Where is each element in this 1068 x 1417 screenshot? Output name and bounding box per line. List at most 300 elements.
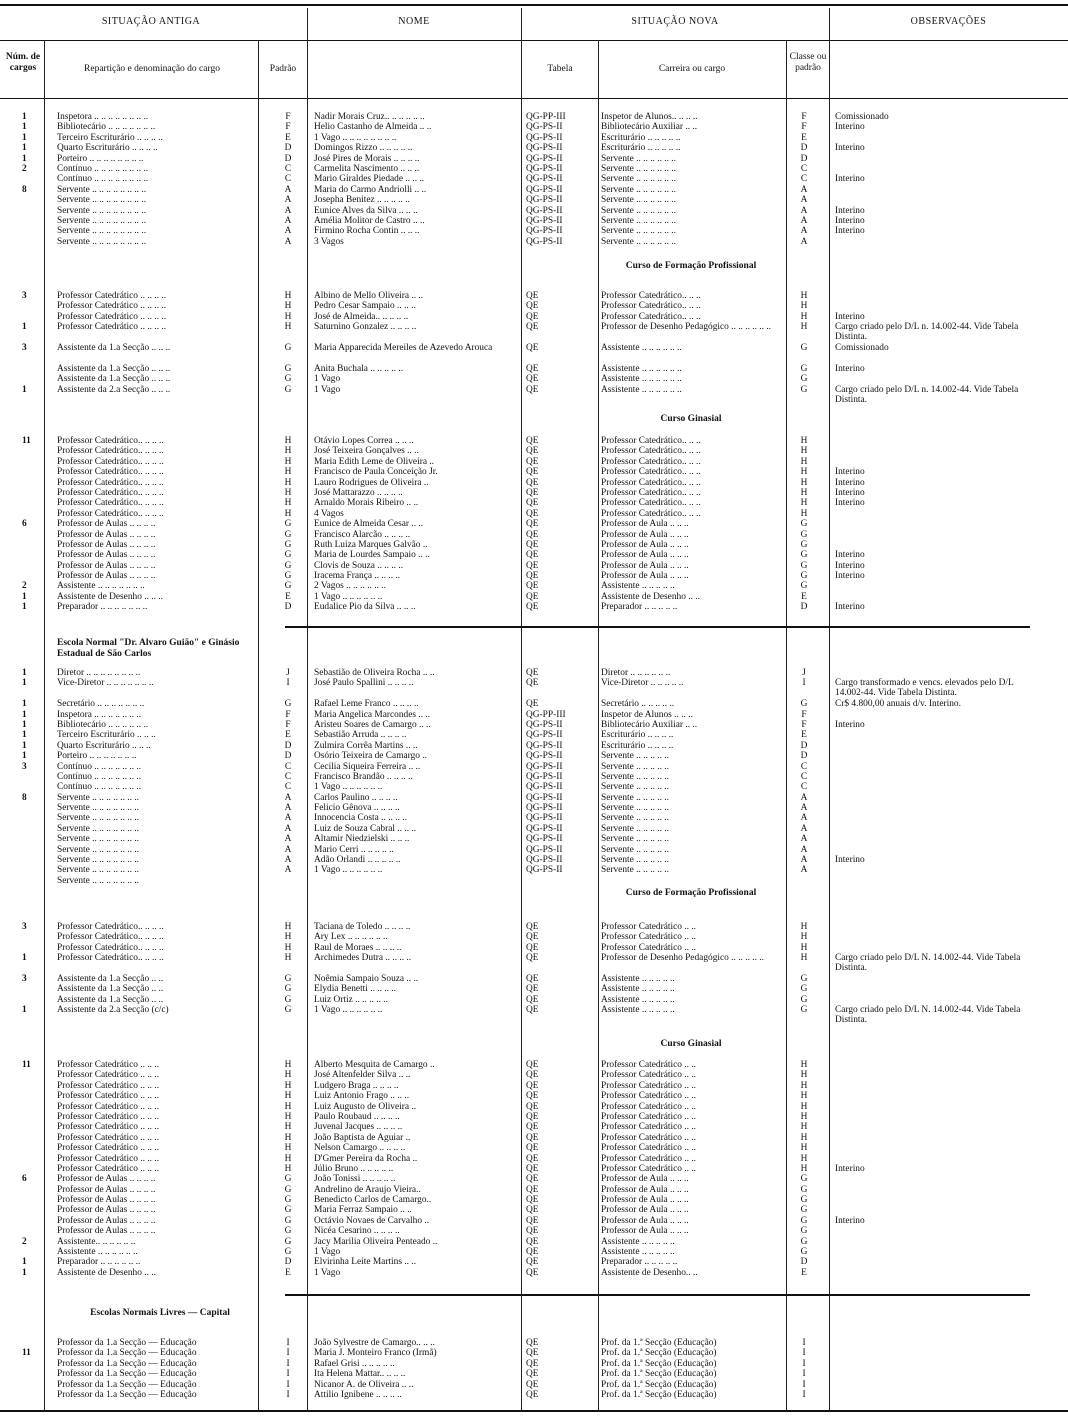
row-table: QE bbox=[526, 539, 539, 550]
row-new-post: Assistente .. .. .. .. .. bbox=[601, 1005, 675, 1016]
row-old-grade: C bbox=[284, 771, 292, 782]
row-new-post: Diretor .. .. .. .. .. .. bbox=[601, 668, 671, 678]
row-observation: Cargo criado pelo D/L N. 14.002-44. Vide Tabela Distinta. bbox=[835, 953, 1021, 974]
row-old-grade: G bbox=[284, 539, 292, 550]
row-count: 3 bbox=[22, 973, 27, 984]
row-name: José Pires de Morais .. .. .. .. bbox=[314, 153, 420, 164]
row-new-post: Professor Catedrático .. .. bbox=[601, 1101, 697, 1112]
row-old-post: Servente .. .. .. .. .. .. .. bbox=[57, 855, 140, 866]
table-row bbox=[0, 1205, 1068, 1215]
row-count: 1 bbox=[22, 678, 27, 689]
table-row bbox=[0, 322, 1068, 343]
table-row bbox=[0, 845, 1068, 855]
row-count: 3 bbox=[22, 761, 27, 772]
row-observation: Interino bbox=[835, 122, 865, 133]
row-new-class: H bbox=[800, 1070, 808, 1081]
row-new-post: Professor de Aula .. .. .. bbox=[601, 560, 689, 571]
row-old-grade: G bbox=[284, 1215, 292, 1226]
row-old-post: Professor Catedrático.. .. .. .. bbox=[57, 942, 164, 953]
row-new-class: C bbox=[800, 782, 808, 793]
row-count: 1 bbox=[22, 384, 27, 395]
row-name: 3 Vagos bbox=[314, 236, 344, 247]
row-old-post: Servente .. .. .. .. .. .. .. bbox=[57, 823, 140, 834]
row-table: QG-PS-II bbox=[526, 782, 563, 793]
row-table: QE bbox=[526, 291, 539, 301]
table-row bbox=[0, 561, 1068, 571]
row-new-post: Prof. da 1.ª Secção (Educação) bbox=[601, 1338, 717, 1348]
table-row bbox=[0, 699, 1068, 709]
row-table: QE bbox=[526, 1060, 539, 1070]
row-new-post: Professor Catedrático .. .. bbox=[601, 1143, 697, 1154]
row-new-post: Professor Catedrático.. .. .. bbox=[601, 291, 701, 301]
row-old-post: Professor Catedrático.. .. .. .. bbox=[57, 498, 164, 509]
row-old-post: Professor de Aulas .. .. .. .. bbox=[57, 519, 156, 530]
row-count: 1 bbox=[22, 1257, 27, 1268]
table-row bbox=[0, 174, 1068, 184]
row-old-post: Assistente da 2.a Secção .. .. .. bbox=[57, 384, 171, 395]
row-old-grade: H bbox=[284, 1132, 292, 1143]
row-new-class: H bbox=[800, 446, 808, 457]
row-new-class: H bbox=[800, 1111, 808, 1122]
row-old-post: Professor da 1.a Secção — Educação bbox=[57, 1348, 197, 1359]
table-row bbox=[0, 226, 1068, 236]
row-name: Maria de Lourdes Sampaio .. .. bbox=[314, 550, 430, 561]
row-new-class: E bbox=[801, 730, 807, 741]
row-observation: Cargo criado pelo D/L N. 14.002-44. Vide Tabela Distinta. bbox=[835, 1005, 1021, 1026]
row-old-grade: G bbox=[284, 1195, 292, 1206]
row-table: QE bbox=[526, 529, 539, 540]
bottom-rule bbox=[0, 1410, 1068, 1412]
row-table: QE bbox=[526, 1348, 539, 1359]
row-table: QG-PS-II bbox=[526, 823, 563, 834]
table-row bbox=[0, 1359, 1068, 1369]
row-new-class: G bbox=[800, 1226, 808, 1237]
block-ginasial-1 bbox=[0, 436, 1068, 613]
row-count: 1 bbox=[22, 730, 27, 741]
header-num-cargos: Núm. de cargos bbox=[5, 52, 41, 73]
row-new-post: Assistente .. .. .. .. .. bbox=[601, 1236, 675, 1247]
row-table: QG-PS-II bbox=[526, 855, 563, 866]
row-table: QE bbox=[526, 1205, 539, 1216]
row-new-post: Professor de Aula .. .. .. bbox=[601, 1205, 689, 1216]
row-new-post: Professor Catedrático .. .. bbox=[601, 1153, 697, 1164]
row-old-post: Contínuo .. .. .. .. .. .. .. bbox=[57, 782, 142, 793]
row-old-grade: H bbox=[284, 487, 292, 498]
row-old-post: Quarto Escriturário .. .. .. bbox=[57, 740, 151, 751]
table-row bbox=[0, 1380, 1068, 1390]
row-table: QE bbox=[526, 446, 539, 457]
row-name: Innocencia Costa .. .. .. .. bbox=[314, 813, 407, 824]
row-name: Luiz de Souza Cabral .. .. .. bbox=[314, 823, 417, 834]
row-name: 1 Vago .. .. .. .. .. .. bbox=[314, 591, 383, 602]
row-old-grade: A bbox=[284, 865, 292, 876]
row-old-grade: E bbox=[285, 730, 291, 741]
row-old-grade: A bbox=[284, 834, 292, 845]
row-name: D'Gmer Pereira da Rocha .. bbox=[314, 1153, 418, 1164]
row-name: Lauro Rodrigues de Oliveira .. bbox=[314, 477, 429, 488]
row-new-class: I bbox=[802, 1338, 806, 1348]
row-name: José Altenfelder Silva .. .. bbox=[314, 1070, 411, 1081]
table-row bbox=[0, 457, 1068, 467]
table-row bbox=[0, 762, 1068, 772]
header-nome: NOME bbox=[398, 16, 430, 27]
row-name: Nelson Camargo .. .. .. .. bbox=[314, 1143, 406, 1154]
row-old-post: Professor Catedrático.. .. .. .. bbox=[57, 932, 164, 943]
row-new-post: Professor Catedrático.. .. .. bbox=[601, 498, 701, 509]
school-title-text: Escola Normal "Dr. Alvaro Guião" e Ginásio Estadual de São Carlos bbox=[57, 638, 240, 659]
row-old-post: Professor Catedrático.. .. .. .. bbox=[57, 477, 164, 488]
row-old-post: Assistente da 1.a Secção .. .. .. bbox=[57, 374, 171, 385]
table-row bbox=[0, 509, 1068, 519]
row-name: Carlos Paulino .. .. .. .. bbox=[314, 792, 398, 803]
table-row bbox=[0, 751, 1068, 761]
row-table: QE bbox=[526, 487, 539, 498]
row-name: Arnaldo Morais Ribeiro .. .. bbox=[314, 498, 419, 509]
row-name: 1 Vago bbox=[314, 384, 341, 395]
table-row bbox=[0, 876, 1068, 886]
row-new-post: Assistente .. .. .. .. .. .. bbox=[601, 384, 682, 395]
row-new-class: G bbox=[800, 550, 808, 561]
row-observation: Interino bbox=[835, 1215, 865, 1226]
table-row bbox=[0, 1268, 1068, 1278]
block-formacao-1 bbox=[0, 291, 1068, 405]
block-staff-2 bbox=[0, 668, 1068, 886]
row-count: 1 bbox=[22, 591, 27, 602]
row-old-post: Assistente da 1.a Secção .. .. .. bbox=[57, 342, 171, 353]
row-table: QE bbox=[526, 467, 539, 478]
row-name: Carmelita Nascimento .. .. .. bbox=[314, 163, 420, 174]
row-name: Nicanor A. de Oliveira .. .. bbox=[314, 1379, 414, 1390]
row-name: 4 Vagos bbox=[314, 508, 344, 519]
row-name: Ludgero Braga .. .. .. .. bbox=[314, 1080, 399, 1091]
row-old-grade: G bbox=[284, 1247, 292, 1258]
row-old-grade: D bbox=[284, 1257, 292, 1268]
table-row bbox=[0, 122, 1068, 132]
section-separator bbox=[285, 626, 1030, 628]
row-observation: Interino bbox=[835, 226, 865, 237]
row-new-class: G bbox=[800, 1236, 808, 1247]
row-old-grade: H bbox=[284, 477, 292, 488]
row-old-grade: G bbox=[284, 384, 292, 395]
row-old-post: Bibliotecário .. .. .. .. .. .. bbox=[57, 719, 149, 730]
row-name: Felicio Gênova .. .. .. .. bbox=[314, 803, 400, 814]
row-old-grade: A bbox=[284, 184, 292, 195]
row-count: 11 bbox=[22, 1060, 31, 1070]
row-new-post: Preparador .. .. .. .. .. bbox=[601, 1257, 678, 1268]
row-new-post: Professor de Aula .. .. .. bbox=[601, 571, 689, 582]
row-old-post: Professor da 1.a Secção — Educação bbox=[57, 1358, 197, 1369]
row-old-grade: G bbox=[284, 342, 292, 353]
header-reparticao: Repartição e denominação do cargo bbox=[84, 64, 220, 74]
row-table: QE bbox=[526, 973, 539, 984]
row-new-post: Professor Catedrático.. .. .. bbox=[601, 477, 701, 488]
row-new-class: I bbox=[802, 678, 806, 689]
row-table: QG-PS-II bbox=[526, 226, 563, 237]
row-observation: Cargo criado pelo D/L n. 14.002-44. Vide Tabela Distinta. bbox=[835, 384, 1019, 405]
row-observation: Interino bbox=[835, 477, 865, 488]
row-old-grade: G bbox=[284, 529, 292, 540]
row-name: Octávio Novaes de Carvalho .. bbox=[314, 1215, 430, 1226]
row-count: 1 bbox=[22, 122, 27, 133]
row-count: 1 bbox=[22, 709, 27, 720]
row-table: QE bbox=[526, 922, 539, 932]
table-row bbox=[0, 995, 1068, 1005]
row-table: QG-PS-II bbox=[526, 719, 563, 730]
table-row bbox=[0, 550, 1068, 560]
row-old-post: Assistente .. .. .. .. .. .. bbox=[57, 1247, 138, 1258]
row-old-post: Professor de Aulas .. .. .. .. bbox=[57, 560, 156, 571]
row-name: 1 Vago bbox=[314, 1247, 341, 1258]
row-new-post: Professor de Aula .. .. .. bbox=[601, 1184, 689, 1195]
row-new-class: D bbox=[800, 602, 808, 613]
row-name: Sebastião Arruda .. .. .. .. bbox=[314, 730, 407, 741]
row-new-class: G bbox=[800, 1184, 808, 1195]
row-old-grade: I bbox=[286, 678, 290, 689]
row-new-class: C bbox=[800, 771, 808, 782]
row-old-grade: G bbox=[284, 374, 292, 385]
row-table: QE bbox=[526, 591, 539, 602]
row-old-post: Contínuo .. .. .. .. .. .. .. bbox=[57, 771, 142, 782]
table-row bbox=[0, 720, 1068, 730]
table-row bbox=[0, 1338, 1068, 1348]
row-new-class: H bbox=[800, 456, 808, 467]
row-old-post: Assistente .. .. .. .. .. .. .. bbox=[57, 581, 145, 592]
block-staff-1 bbox=[0, 112, 1068, 247]
row-old-grade: G bbox=[284, 560, 292, 571]
row-new-post: Professor Catedrático.. .. .. bbox=[601, 467, 701, 478]
row-new-class: G bbox=[800, 384, 808, 395]
row-name: 2 Vagos .. .. .. .. .. .. bbox=[314, 581, 386, 592]
row-table: QE bbox=[526, 581, 539, 592]
row-old-post: Servente .. .. .. .. .. .. .. .. bbox=[57, 184, 147, 195]
row-table: QG-PS-II bbox=[526, 834, 563, 845]
row-old-post: Professor da 1.a Secção — Educação bbox=[57, 1338, 197, 1348]
section-title-text: Curso Ginasial bbox=[660, 414, 722, 424]
row-new-post: Professor Catedrático .. .. bbox=[601, 1070, 697, 1081]
row-new-post: Escriturário .. .. .. .. bbox=[601, 740, 674, 751]
row-old-post: Preparador .. .. .. .. .. .. bbox=[57, 1257, 141, 1268]
row-name: Altamir Niedzielski .. .. .. bbox=[314, 834, 410, 845]
row-table: QE bbox=[526, 1132, 539, 1143]
row-old-grade: H bbox=[284, 1153, 292, 1164]
row-old-post: Professor de Aulas .. .. .. .. bbox=[57, 550, 156, 561]
row-count: 1 bbox=[22, 1005, 27, 1016]
table-row bbox=[0, 741, 1068, 751]
row-old-grade: E bbox=[285, 591, 291, 602]
row-old-post: Professor de Aulas .. .. .. .. bbox=[57, 1195, 156, 1206]
row-new-class: A bbox=[800, 792, 808, 803]
row-old-grade: H bbox=[284, 942, 292, 953]
row-name: Francisco Brandão .. .. .. .. bbox=[314, 771, 413, 782]
row-new-post: Assistente .. .. .. .. .. bbox=[601, 994, 675, 1005]
row-old-post: Assistente da 1.a Secção .. .. bbox=[57, 973, 164, 984]
row-new-post: Escriturário .. .. .. .. .. bbox=[601, 143, 681, 154]
row-new-class: I bbox=[802, 1358, 806, 1369]
row-new-post: Professor Catedrático.. .. .. bbox=[601, 508, 701, 519]
row-name: Eunice Alves da Silva .. .. .. bbox=[314, 205, 418, 216]
row-observation: Cargo transformado e vencs. elevados pelo D/L 14.002-44. Vide Tabela Distinta. bbox=[835, 678, 1014, 699]
table-row bbox=[0, 943, 1068, 953]
table-row bbox=[0, 581, 1068, 591]
row-name: Ita Helena Mattar.. .. .. .. bbox=[314, 1369, 406, 1380]
row-old-post: Professor Catedrático.. .. .. .. bbox=[57, 953, 164, 964]
row-old-post: Professor de Aulas .. .. .. .. bbox=[57, 1215, 156, 1226]
row-new-class: A bbox=[800, 184, 808, 195]
row-table: QE bbox=[526, 342, 539, 353]
table-row bbox=[0, 519, 1068, 529]
row-old-grade: H bbox=[284, 498, 292, 509]
row-table: QE bbox=[526, 456, 539, 467]
row-name: 1 Vago .. .. .. .. .. .. bbox=[314, 865, 383, 876]
row-old-grade: F bbox=[285, 112, 291, 122]
row-name: João Baptista de Aguiar .. bbox=[314, 1132, 411, 1143]
row-table: QE bbox=[526, 436, 539, 446]
row-old-grade: C bbox=[284, 163, 292, 174]
row-old-grade: A bbox=[284, 803, 292, 814]
row-new-class: A bbox=[800, 823, 808, 834]
row-table: QG-PS-II bbox=[526, 730, 563, 741]
row-old-post: Professor de Aulas .. .. .. .. bbox=[57, 1226, 156, 1237]
row-old-post: Professor da 1.a Secção — Educação bbox=[57, 1389, 197, 1400]
row-new-class: H bbox=[800, 953, 808, 964]
row-table: QE bbox=[526, 1389, 539, 1400]
row-new-class: C bbox=[800, 174, 808, 185]
row-new-class: H bbox=[800, 498, 808, 509]
row-new-post: Servente .. .. .. .. .. .. bbox=[601, 174, 676, 185]
row-new-post: Assistente de Desenho.. .. bbox=[601, 1267, 698, 1278]
table-row bbox=[0, 730, 1068, 740]
row-table: QE bbox=[526, 1143, 539, 1154]
row-old-post: Professor Catedrático .. .. .. .. bbox=[57, 291, 167, 301]
row-table: QE bbox=[526, 602, 539, 613]
row-old-post: Contínuo .. .. .. .. .. .. .. .. bbox=[57, 174, 149, 185]
row-old-post: Professor Catedrático .. .. .. bbox=[57, 1122, 160, 1133]
row-new-post: Inspetor de Alunos .. .. .. bbox=[601, 709, 693, 720]
row-name: Maria Apparecida Mereiles de Azevedo Arouca bbox=[314, 342, 493, 353]
row-old-grade: H bbox=[284, 291, 292, 301]
row-table: QG-PS-II bbox=[526, 792, 563, 803]
row-name: Raul de Moraes .. .. .. .. bbox=[314, 942, 402, 953]
row-table: QE bbox=[526, 508, 539, 519]
row-new-post: Professor de Aula .. .. .. bbox=[601, 519, 689, 530]
row-table: QE bbox=[526, 1184, 539, 1195]
row-old-post: Assistente da 1.a Secção .. .. bbox=[57, 984, 164, 995]
row-name: Josepha Benitez .. .. .. .. .. bbox=[314, 195, 410, 206]
row-name: 1 Vago bbox=[314, 374, 341, 385]
row-table: QE bbox=[526, 1257, 539, 1268]
row-new-post: Professor Catedrático.. .. .. bbox=[601, 436, 701, 446]
row-table: QG-PS-II bbox=[526, 184, 563, 195]
row-old-grade: A bbox=[284, 844, 292, 855]
row-new-class: G bbox=[800, 973, 808, 984]
table-row bbox=[0, 824, 1068, 834]
row-table: QG-PP-III bbox=[526, 112, 566, 122]
row-new-post: Professor de Aula .. .. .. bbox=[601, 1226, 689, 1237]
row-old-post: Professor Catedrático .. .. .. bbox=[57, 1153, 160, 1164]
row-new-post: Professor Catedrático.. .. .. bbox=[601, 487, 701, 498]
row-count: 1 bbox=[22, 953, 27, 964]
row-old-grade: H bbox=[284, 922, 292, 932]
row-new-class: G bbox=[800, 571, 808, 582]
header-classe: Classe ou padrão bbox=[789, 52, 827, 73]
row-observation: Interino bbox=[835, 571, 865, 582]
row-old-post: Professor Catedrático .. .. .. bbox=[57, 1101, 160, 1112]
row-table: QE bbox=[526, 1247, 539, 1258]
row-new-class: H bbox=[800, 508, 808, 519]
row-new-class: H bbox=[800, 942, 808, 953]
row-old-grade: H bbox=[284, 1101, 292, 1112]
table-row bbox=[0, 1348, 1068, 1358]
table-row bbox=[0, 1257, 1068, 1267]
row-name: Noêmia Sampaio Souza .. .. bbox=[314, 973, 419, 984]
row-name: Anita Buchala .. .. .. .. .. bbox=[314, 363, 404, 374]
section-title-text: Curso de Formação Profissional bbox=[625, 888, 757, 898]
row-new-post: Professor Catedrático .. .. bbox=[601, 1080, 697, 1091]
row-old-grade: A bbox=[284, 195, 292, 206]
row-old-grade: I bbox=[286, 1358, 290, 1369]
row-old-post: Servente .. .. .. .. .. .. .. bbox=[57, 813, 140, 824]
row-new-class: D bbox=[800, 153, 808, 164]
header-tabela: Tabela bbox=[547, 64, 573, 74]
row-table: QG-PS-II bbox=[526, 205, 563, 216]
row-new-post: Servente .. .. .. .. .. bbox=[601, 803, 669, 814]
table-row bbox=[0, 865, 1068, 875]
row-new-post: Professor de Aula .. .. .. bbox=[601, 550, 689, 561]
row-old-grade: H bbox=[284, 467, 292, 478]
row-table: QE bbox=[526, 994, 539, 1005]
row-new-class: H bbox=[800, 1122, 808, 1133]
table-row bbox=[0, 984, 1068, 994]
row-count: 1 bbox=[22, 112, 27, 122]
row-new-post: Professor Catedrático.. .. .. bbox=[601, 456, 701, 467]
row-table: QG-PS-II bbox=[526, 813, 563, 824]
row-new-post: Servente .. .. .. .. .. bbox=[601, 792, 669, 803]
row-new-post: Escriturário .. .. .. .. .. bbox=[601, 132, 681, 143]
row-count: 2 bbox=[22, 163, 27, 174]
row-name: 1 Vago bbox=[314, 1267, 341, 1278]
row-observation: Interino bbox=[835, 1163, 865, 1174]
row-new-post: Assistente .. .. .. .. .. .. bbox=[601, 342, 682, 353]
row-old-post: Servente .. .. .. .. .. .. .. bbox=[57, 792, 140, 803]
row-table: QE bbox=[526, 942, 539, 953]
block-ginasial-2 bbox=[0, 1060, 1068, 1278]
row-count: 1 bbox=[22, 699, 27, 710]
row-old-grade: H bbox=[284, 456, 292, 467]
section-separator bbox=[285, 1294, 1030, 1296]
table-row bbox=[0, 237, 1068, 247]
row-old-grade: I bbox=[286, 1338, 290, 1348]
row-old-post: Terceiro Escriturário .. .. .. .. bbox=[57, 132, 163, 143]
table-row bbox=[0, 185, 1068, 195]
row-new-post: Assistente .. .. .. .. .. bbox=[601, 581, 675, 592]
table-row bbox=[0, 782, 1068, 792]
row-old-post: Inspetora .. .. .. .. .. .. .. .. bbox=[57, 112, 149, 122]
row-new-post: Professor Catedrático .. .. bbox=[601, 1122, 697, 1133]
row-new-class: H bbox=[800, 1143, 808, 1154]
table-row bbox=[0, 301, 1068, 311]
table-row bbox=[0, 932, 1068, 942]
row-new-class: G bbox=[800, 1247, 808, 1258]
row-new-class: A bbox=[800, 855, 808, 866]
row-name: Rafael Leme Franco .. .. .. .. bbox=[314, 699, 419, 710]
row-name: Ruth Luiza Marques Galvão .. bbox=[314, 539, 428, 550]
row-name: Maria Edith Leme de Oliveira .. bbox=[314, 456, 435, 467]
row-old-post: Servente .. .. .. .. .. .. .. .. bbox=[57, 226, 147, 237]
row-new-class: A bbox=[800, 834, 808, 845]
row-old-post: Professor Catedrático.. .. .. .. bbox=[57, 922, 164, 932]
row-old-post: Servente .. .. .. .. .. .. .. .. bbox=[57, 205, 147, 216]
row-count: 3 bbox=[22, 291, 27, 301]
